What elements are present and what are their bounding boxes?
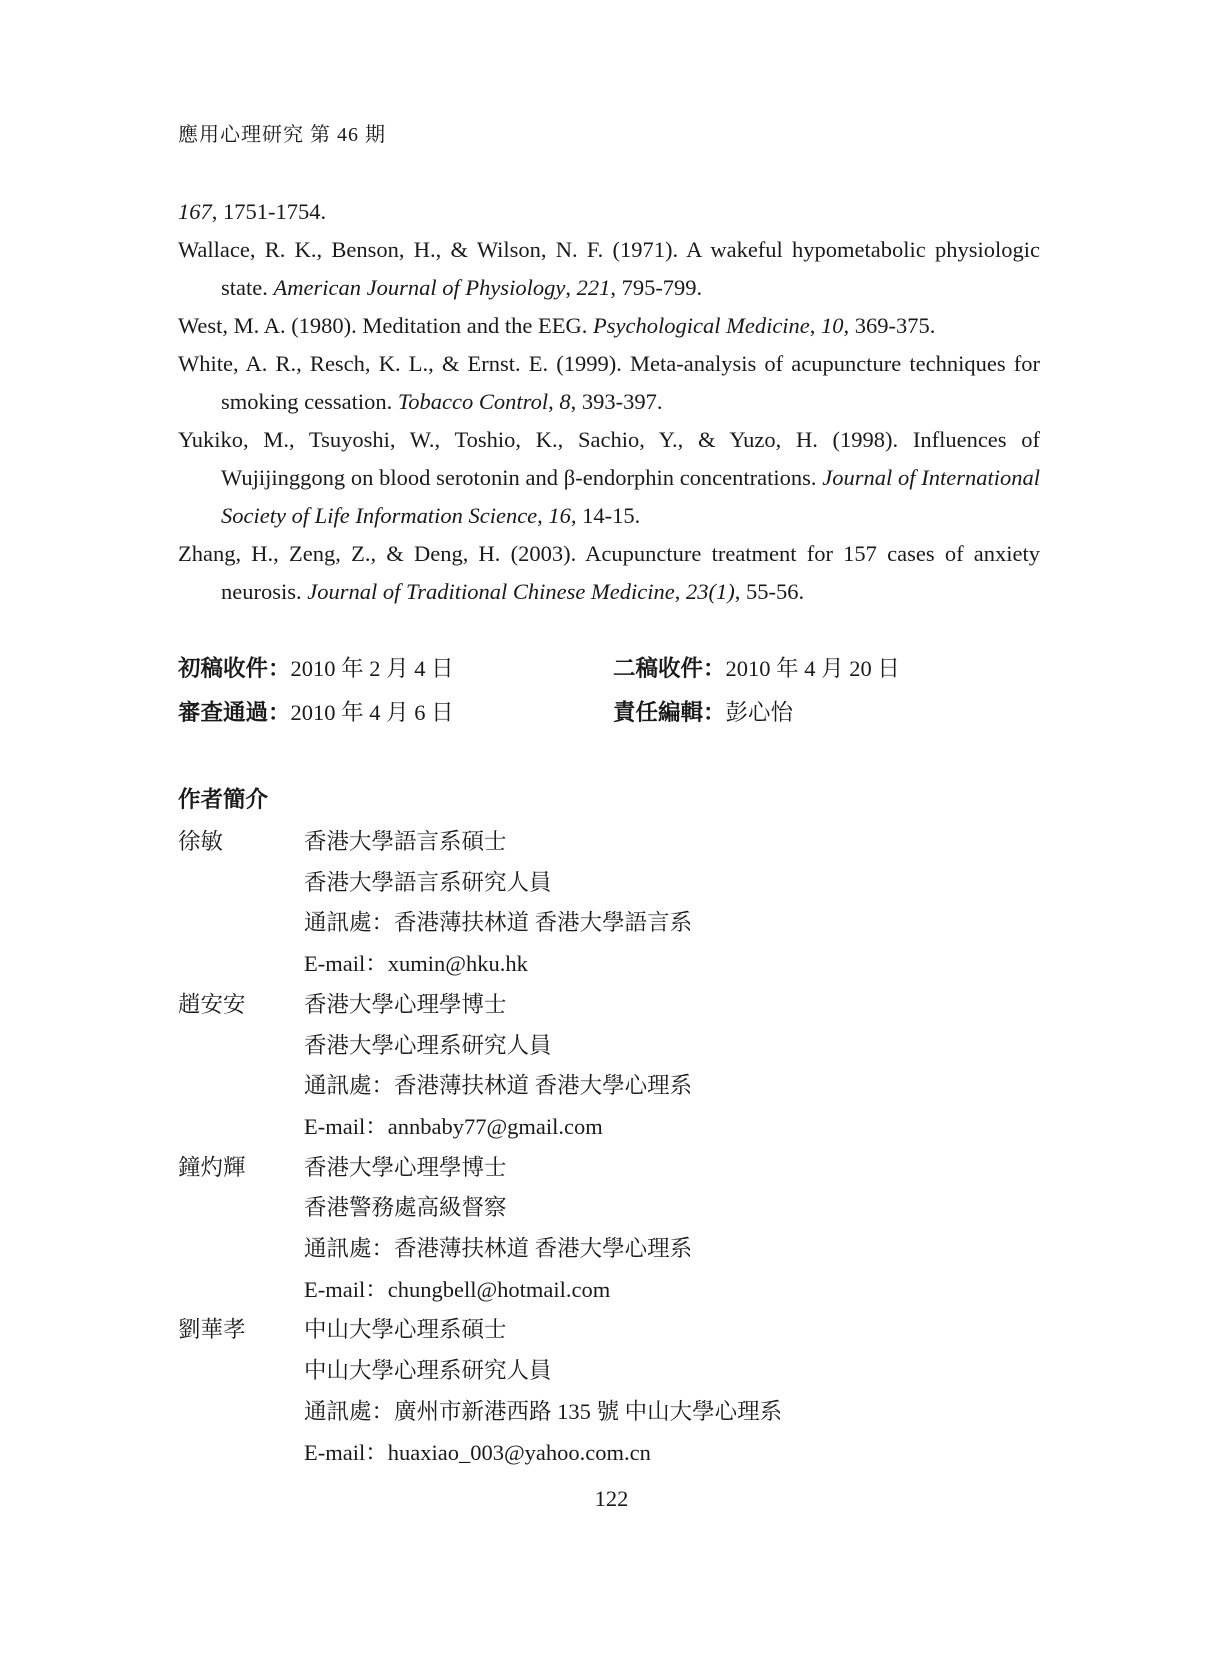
reference-italic-text: 8 — [559, 389, 571, 414]
date-item — [613, 652, 1040, 686]
author-name: 劉華孝 — [178, 1317, 246, 1343]
reference-text: , — [809, 313, 822, 338]
reference-text: Zhang, H., Zeng, Z., & Deng, H. (2003). Acupuncture treatment for 157 cases of anxiety neurosis. — [178, 541, 1040, 604]
reference-text: , 55-56. — [734, 579, 805, 604]
author-name: 徐敏 — [178, 829, 224, 854]
reference-entry — [178, 345, 1040, 421]
reference-italic-text: 167 — [178, 199, 212, 224]
reference-list — [178, 193, 1040, 611]
reference-text: West, M. A. (1980). Meditation and the EEG. — [178, 313, 593, 338]
reference-text: , 795-799. — [610, 275, 703, 300]
author-name: 趙安安 — [178, 991, 246, 1017]
reference-italic-text: 221 — [576, 275, 611, 300]
reference-entry — [178, 535, 1040, 611]
date-label: 責任編輯： — [613, 700, 726, 726]
reference-text: , — [674, 579, 686, 604]
reference-italic-text: Journal of Traditional Chinese Medicine — [307, 579, 675, 604]
reference-text: Yukiko, M., Tsuyoshi, W., Toshio, K., Sachio, Y., & Yuzo, H. (1998). Influences of Wujijinggong on blood serotonin and β-endorphin concentrations. — [178, 427, 1040, 490]
reference-italic-text: Tobacco Control — [397, 389, 549, 414]
authors-section-title: 作者簡介 — [178, 787, 269, 813]
date-label: 二稿收件： — [613, 656, 726, 682]
reference-italic-text: Psychological Medicine — [593, 313, 810, 338]
reference-entry — [178, 193, 1040, 231]
reference-italic-text: American Journal of Physiology — [273, 275, 566, 300]
reference-entry — [178, 421, 1040, 535]
author-detail-line: 中山大學心理系碩士 — [304, 1317, 507, 1343]
date-item — [178, 696, 613, 730]
author-entry — [178, 822, 1040, 985]
reference-italic-text: 10 — [821, 313, 844, 338]
author-detail-line: 通訊處：廣州市新港西路 135 號 中山大學心理系 — [304, 1398, 783, 1424]
author-detail-line: 通訊處：香港薄扶林道 香港大學心理系 — [304, 1073, 693, 1099]
date-value: 2010 年 4 月 6 日 — [290, 700, 454, 725]
author-name: 鐘灼輝 — [178, 1154, 246, 1180]
author-entry — [178, 1310, 1040, 1473]
author-details — [304, 985, 1040, 1148]
author-detail-line: 通訊處：香港薄扶林道 香港大學語言系 — [304, 910, 693, 936]
author-detail-line: 香港大學心理系研究人員 — [304, 1032, 552, 1058]
date-value: 2010 年 4 月 20 日 — [725, 656, 900, 681]
reference-italic-text: Journal of International Society of Life Information Science — [221, 465, 1040, 528]
author-details — [304, 1148, 1040, 1311]
reference-text: , 1751-1754. — [211, 199, 327, 224]
author-detail-line: E-mail：annbaby77@gmail.com — [304, 1113, 603, 1139]
reference-italic-text: 23(1) — [685, 579, 735, 604]
submission-dates — [178, 652, 1040, 730]
date-item — [613, 696, 1040, 730]
reference-text: , 14-15. — [570, 503, 641, 528]
author-entry — [178, 1148, 1040, 1311]
reference-entry — [178, 307, 1040, 345]
author-detail-line: 中山大學心理系研究人員 — [304, 1358, 552, 1384]
running-head: 應用心理研究 第 46 期 — [178, 124, 386, 146]
author-detail-line: 香港警務處高級督察 — [304, 1195, 507, 1221]
reference-italic-text: 16 — [548, 503, 571, 528]
author-detail-line: 香港大學語言系碩士 — [304, 829, 507, 854]
reference-text: , — [548, 389, 560, 414]
author-list — [178, 822, 1040, 1473]
author-detail-line: E-mail：xumin@hku.hk — [304, 951, 528, 977]
author-detail-line: E-mail：chungbell@hotmail.com — [304, 1276, 611, 1302]
date-value: 2010 年 2 月 4 日 — [290, 656, 454, 681]
author-detail-line: 香港大學心理學博士 — [304, 1154, 507, 1180]
date-value: 彭心怡 — [725, 700, 794, 725]
author-detail-line: 香港大學心理學博士 — [304, 991, 507, 1017]
date-label: 初稿收件： — [178, 656, 291, 682]
author-entry — [178, 985, 1040, 1148]
author-detail-line: 通訊處：香港薄扶林道 香港大學心理系 — [304, 1236, 693, 1262]
author-details — [304, 822, 1040, 985]
date-item — [178, 652, 613, 686]
author-details — [304, 1310, 1040, 1473]
reference-text: White, A. R., Resch, K. L., & Ernst. E. (1999). Meta-analysis of acupuncture techniques for smoking cessation. — [178, 351, 1040, 414]
author-detail-line: 香港大學語言系研究人員 — [304, 869, 552, 895]
author-detail-line: E-mail：huaxiao_003@yahoo.com.cn — [304, 1439, 651, 1465]
reference-text: Wallace, R. K., Benson, H., & Wilson, N. F. (1971). A wakeful hypometabolic physiologic state. — [178, 237, 1040, 300]
date-label: 審查通過： — [178, 700, 291, 726]
reference-text: , — [537, 503, 549, 528]
reference-text: , 393-397. — [570, 389, 663, 414]
page-number: 122 — [594, 1486, 629, 1511]
reference-text: , — [565, 275, 577, 300]
reference-entry — [178, 231, 1040, 307]
reference-text: , 369-375. — [843, 313, 936, 338]
